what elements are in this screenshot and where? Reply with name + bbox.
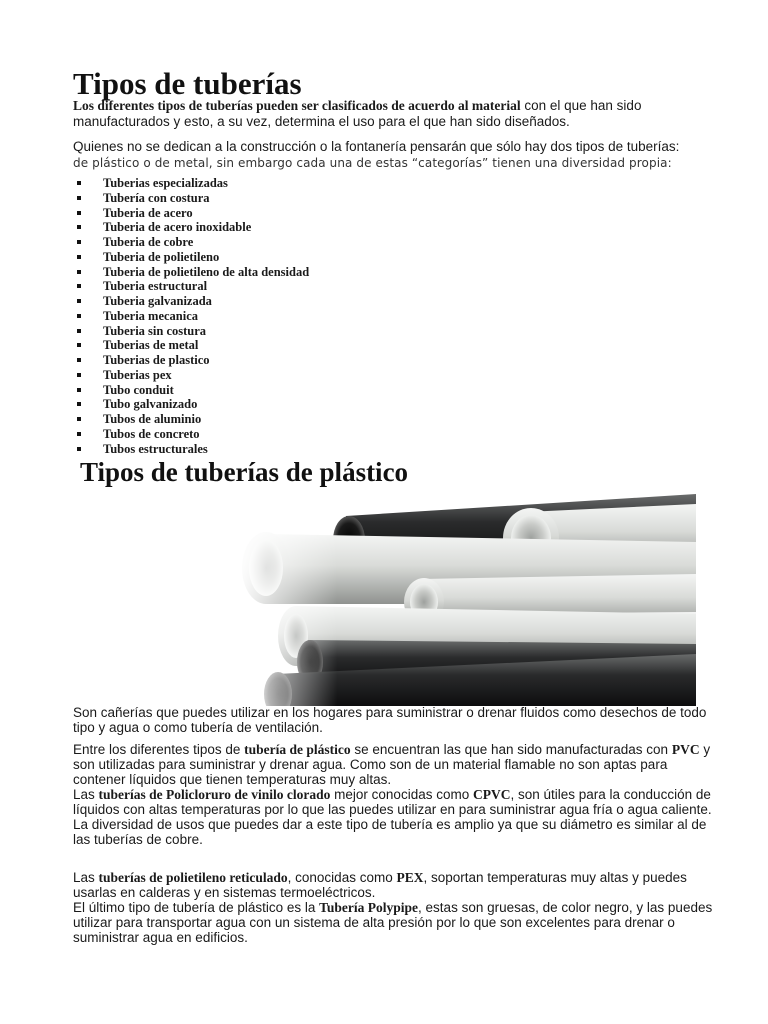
- list-item: Tuberias de plastico: [73, 353, 309, 368]
- bold-term: CPVC: [472, 787, 511, 802]
- bold-term: tuberías de Policloruro de vinilo clorado: [98, 787, 331, 802]
- list-item: Tuberia de acero: [73, 206, 309, 221]
- text-span: , conocidas como: [287, 870, 397, 885]
- list-item: Tuberia mecanica: [73, 309, 309, 324]
- pvc-cpvc-paragraph: [73, 742, 713, 847]
- text-span: se encuentran las que han sido manufacturadas con: [350, 742, 672, 757]
- text-span: Entre los diferentes tipos de: [73, 742, 245, 757]
- list-item: Tuberia sin costura: [73, 324, 309, 339]
- text-span: , soportan temperaturas muy altas y puedes usarlas en calderas y en sistemas termoeléctricos.: [73, 870, 687, 900]
- bold-term: tuberías de polietileno reticulado: [98, 870, 288, 885]
- categories-paragraph: [73, 139, 713, 171]
- plastic-intro-paragraph: Son cañerías que puedes utilizar en los hogares para suministrar o drenar fluidos como desechos de todo tipo y agua o como tubería de ventilación.: [73, 705, 707, 735]
- list-item: Tuberias pex: [73, 368, 309, 383]
- categories-line-2: de plástico o de metal, sin embargo cada una de estas “categorías” tienen una diversidad propia:: [73, 156, 672, 170]
- list-item: Tubos de concreto: [73, 427, 309, 442]
- page-title: Tipos de tuberías: [73, 66, 302, 101]
- intro-paragraph: [73, 98, 713, 130]
- list-item: Tuberia estructural: [73, 279, 309, 294]
- text-span: mejor conocidas como: [330, 787, 473, 802]
- list-item: Tuberia de polietileno de alta densidad: [73, 265, 309, 280]
- bold-term: PEX: [396, 870, 424, 885]
- text-span: Las: [73, 870, 99, 885]
- list-item: Tuberias especializadas: [73, 176, 309, 191]
- text-span: y son utilizadas para suministrar y drenar agua. Como son de un material flamable no son aptas para contener líquidos que tienen temperaturas muy altas.: [73, 742, 711, 787]
- text-span: , son útiles para la conducción de líquidos con altas temperaturas por lo que las puedes utilizar en para suministrar agua fría o agua caliente.: [73, 787, 712, 817]
- bold-term: PVC: [671, 742, 700, 757]
- list-item: Tubería con costura: [73, 191, 309, 206]
- text-span: El último tipo de tubería de plástico es la: [73, 900, 320, 915]
- list-item: Tubos de aluminio: [73, 412, 309, 427]
- text-span: La diversidad de usos que puedes dar a este tipo de tubería es amplio ya que su diámetro es similar al de las tuberías de cobre.: [73, 817, 707, 847]
- list-item: Tubo galvanizado: [73, 397, 309, 412]
- list-item: Tuberia de acero inoxidable: [73, 220, 309, 235]
- list-item: Tuberia de cobre: [73, 235, 309, 250]
- pipe-types-list: [73, 176, 309, 456]
- list-item: Tuberia de polietileno: [73, 250, 309, 265]
- pex-polypipe-paragraph: [73, 870, 713, 945]
- bold-term: tubería de plástico: [244, 742, 351, 757]
- intro-bold: Los diferentes tipos de tuberías pueden ser clasificados de acuerdo al material: [73, 98, 521, 113]
- text-span: , estas son gruesas, de color negro, y las puedes utilizar para transportar agua con un sistema de alta presión por lo que son excelentes para drenar o suministrar agua en edificios.: [73, 900, 713, 945]
- list-item: Tubo conduit: [73, 383, 309, 398]
- section-title: Tipos de tuberías de plástico: [80, 457, 409, 487]
- text-span: Las: [73, 787, 99, 802]
- categories-line-1: Quienes no se dedican a la construcción o la fontanería pensarán que sólo hay dos tipos de tuberías:: [73, 139, 680, 154]
- list-item: Tuberias de metal: [73, 338, 309, 353]
- list-item: Tuberia galvanizada: [73, 294, 309, 309]
- intro-rest: con el que han sido manufacturados y esto, a su vez, determina el uso para el que han sido diseñados.: [73, 98, 642, 129]
- plastic-pipes-image: [236, 494, 696, 706]
- list-item: Tubos estructurales: [73, 442, 309, 457]
- bold-term: Tubería Polypipe: [319, 900, 419, 915]
